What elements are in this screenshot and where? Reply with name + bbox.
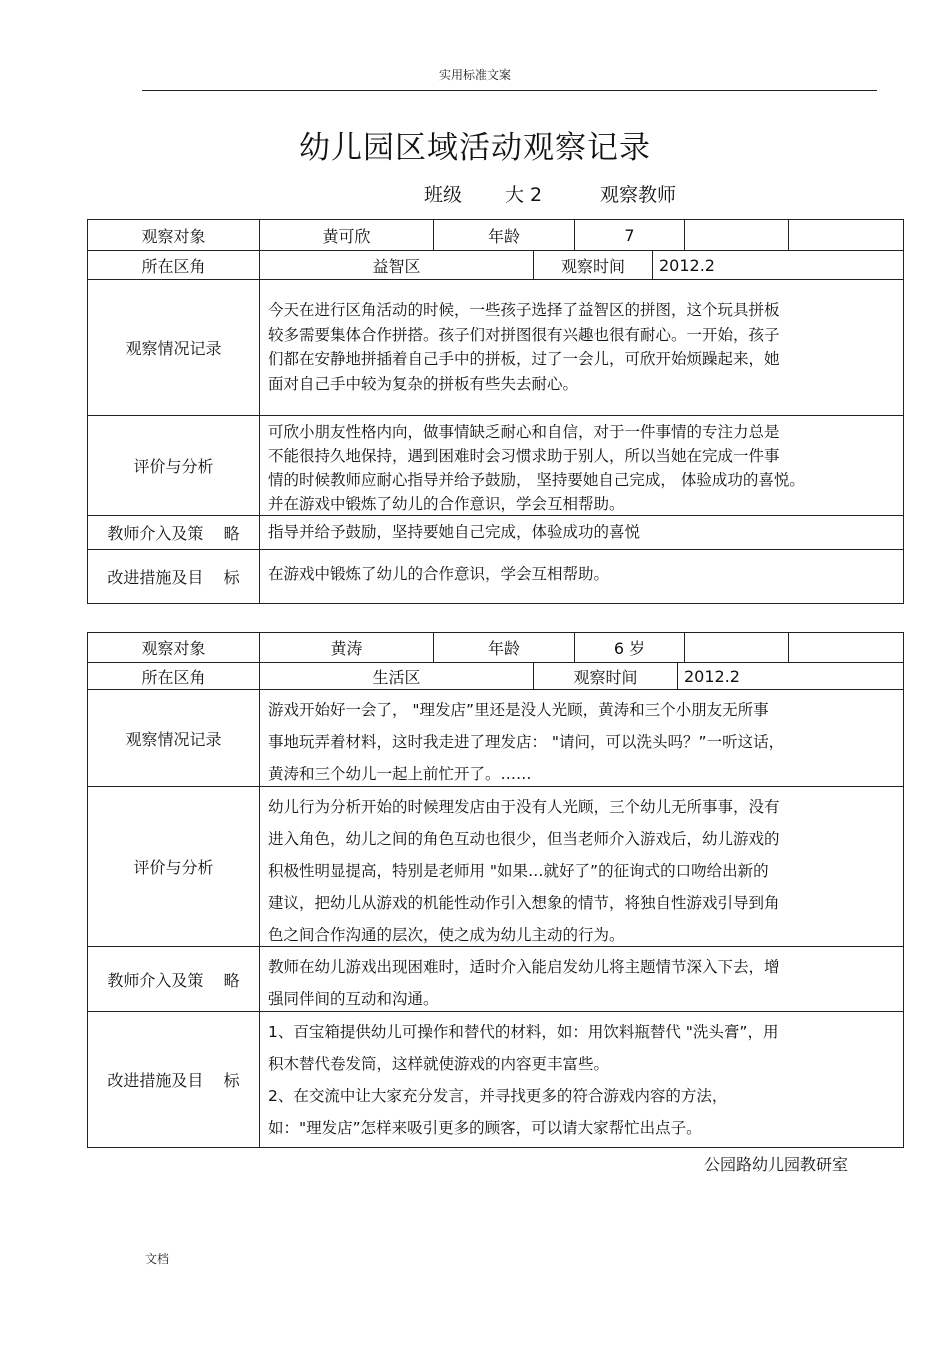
header-rule <box>142 90 877 91</box>
text-line: 可欣小朋友性格内向，做事情缺乏耐心和自信，对于一件事情的专注力总是 <box>268 423 780 441</box>
text-line: 今天在进行区角活动的时候，一些孩子选择了益智区的拼图，这个玩具拼板 <box>268 301 780 319</box>
intervention-text <box>259 946 904 1012</box>
text-line: 教师在幼儿游戏出现困难时，适时介入能启发幼儿将主题情节深入下去，增 <box>268 958 780 976</box>
text-line: 2、在交流中让大家充分发言，并寻找更多的符合游戏内容的方法， <box>268 1087 728 1105</box>
area-label: 所在区角 <box>87 662 260 690</box>
text-line: 不能很持久地保持，遇到困难时会习惯求助于别人，所以当她在完成一件事 <box>268 447 780 465</box>
empty-cell <box>788 632 904 663</box>
text-line: 并在游戏中锻炼了幼儿的合作意识，学会互相帮助。 <box>268 495 625 513</box>
age-value: 6 岁 <box>574 632 685 663</box>
evaluation-label: 评价与分析 <box>87 786 260 947</box>
area-value: 生活区 <box>259 662 534 690</box>
class-label: 班级 <box>424 184 463 206</box>
observation-label: 观察情况记录 <box>87 689 260 787</box>
subject-name: 黄可欣 <box>259 219 434 251</box>
text-line: 积极性明显提高，特别是老师用 "如果…就好了”的征询式的口吻给出新的 <box>268 862 769 880</box>
subject-name: 黄涛 <box>259 632 434 663</box>
text-line: 黄涛和三个幼儿一起上前忙开了。…… <box>268 765 532 783</box>
text-line: 情的时候教师应耐心指导并给予鼓励， 坚持要她自己完成， 体验成功的喜悦。 <box>268 471 805 489</box>
intervention-label: 教师介入及策 略 <box>87 515 260 550</box>
text-line: 幼儿行为分析开始的时候理发店由于没有人光顾，三个幼儿无所事事，没有 <box>268 798 780 816</box>
document-title: 幼儿园区域活动观察记录 <box>299 130 651 166</box>
observation-text <box>259 689 904 787</box>
subject-label: 观察对象 <box>87 632 260 663</box>
record-table-1 <box>87 219 904 604</box>
time-label: 观察时间 <box>533 250 653 280</box>
text-line: 强同伴间的互动和沟通。 <box>268 990 439 1008</box>
text-line: 在游戏中锻炼了幼儿的合作意识，学会互相帮助。 <box>268 565 610 583</box>
age-value: 7 <box>574 219 685 251</box>
subject-label: 观察对象 <box>87 219 260 251</box>
improvement-label: 改进措施及目 标 <box>87 1011 260 1148</box>
improvement-text <box>259 1011 904 1148</box>
improvement-label: 改进措施及目 标 <box>87 549 260 604</box>
text-line: 游戏开始好一会了， "理发店”里还是没人光顾，黄涛和三个小朋友无所事 <box>268 701 769 719</box>
time-label: 观察时间 <box>533 662 678 690</box>
text-line: 们都在安静地拼插着自己手中的拼板，过了一会儿，可欣开始烦躁起来，她 <box>268 350 780 368</box>
text-line: 色之间合作沟通的层次，使之成为幼儿主动的行为。 <box>268 926 625 944</box>
time-value: 2012.2 <box>677 662 904 690</box>
time-value: 2012.2 <box>652 250 904 280</box>
area-label: 所在区角 <box>87 250 260 280</box>
age-label: 年龄 <box>433 219 575 251</box>
text-line: 1、百宝箱提供幼儿可操作和替代的材料，如：用饮料瓶替代 "洗头膏”，用 <box>268 1023 779 1041</box>
text-line: 进入角色，幼儿之间的角色互动也很少，但当老师介入游戏后，幼儿游戏的 <box>268 830 780 848</box>
area-value: 益智区 <box>259 250 534 280</box>
observation-label: 观察情况记录 <box>87 279 260 416</box>
text-line: 面对自己手中较为复杂的拼板有些失去耐心。 <box>268 374 579 393</box>
improvement-text <box>259 549 904 604</box>
text-line: 事地玩弄着材料，这时我走进了理发店： "请问，可以洗头吗？”一听这话， <box>268 733 785 751</box>
evaluation-text <box>259 415 904 516</box>
class-value: 大 2 <box>505 184 543 206</box>
observation-text <box>259 279 904 416</box>
footer-organization: 公园路幼儿园教研室 <box>704 1155 849 1174</box>
intervention-label: 教师介入及策 略 <box>87 946 260 1012</box>
empty-cell <box>684 219 789 251</box>
age-label: 年龄 <box>433 632 575 663</box>
evaluation-label: 评价与分析 <box>87 415 260 516</box>
intervention-text <box>259 515 904 550</box>
empty-cell <box>788 219 904 251</box>
record-table-2 <box>87 632 904 1148</box>
evaluation-text <box>259 786 904 947</box>
teacher-label: 观察教师 <box>600 184 677 206</box>
text-line: 建议，把幼儿从游戏的机能性动作引入想象的情节，将独自性游戏引导到角 <box>268 894 780 912</box>
text-line: 如："理发店”怎样来吸引更多的顾客，可以请大家帮忙出点子。 <box>268 1119 702 1137</box>
page-footer-text: 文档 <box>145 1252 170 1266</box>
text-line: 指导并给予鼓励，坚持要她自己完成，体验成功的喜悦 <box>268 523 641 541</box>
page-header-text: 实用标准文案 <box>438 68 511 82</box>
text-line: 较多需要集体合作拼搭。孩子们对拼图很有兴趣也很有耐心。一开始，孩子 <box>268 325 780 344</box>
empty-cell <box>684 632 789 663</box>
text-line: 积木替代卷发筒，这样就使游戏的内容更丰富些。 <box>268 1055 610 1073</box>
